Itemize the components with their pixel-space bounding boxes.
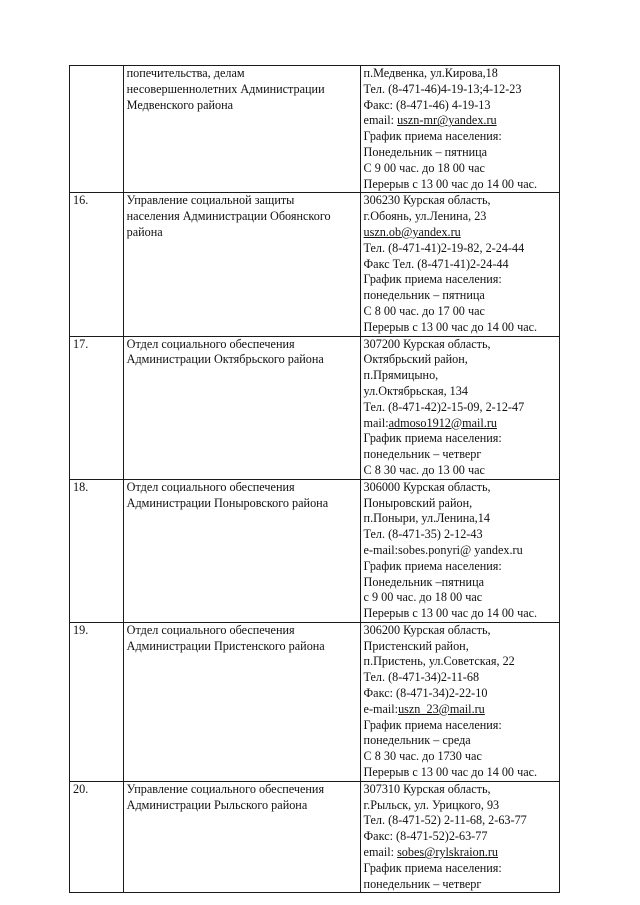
- organization-name-line: Администрации Октябрьского района: [126, 352, 324, 367]
- email-link[interactable]: uszn.ob@yandex.ru: [363, 224, 461, 239]
- contact-info-line: Тел. (8-471-52) 2-11-68, 2-63-77: [363, 813, 527, 828]
- email-prefix: email:: [363, 113, 398, 128]
- row-number: 20.: [73, 781, 89, 796]
- email-prefix: email:: [363, 845, 398, 860]
- contact-info-cell: [360, 622, 559, 781]
- contact-info-line: Тел. (8-471-41)2-19-82, 2-24-44: [363, 240, 525, 255]
- contact-info-line: Пристенский район,: [363, 638, 469, 653]
- contact-info-line: понедельник – пятница: [363, 288, 485, 303]
- email-link[interactable]: sobes@rylskraion.ru: [397, 845, 498, 860]
- organization-name-line: Управление социальной защиты: [126, 193, 295, 208]
- contact-info-line: понедельник – четверг: [363, 876, 482, 891]
- row-number: 17.: [73, 336, 89, 351]
- row-number-cell: [70, 336, 124, 479]
- contact-info-cell: [360, 781, 559, 893]
- organization-name-line: Администрации Поныровского района: [126, 495, 329, 510]
- contact-info-line: Перерыв с 13 00 час до 14 00 час.: [363, 606, 538, 621]
- organization-name-cell: [123, 479, 360, 622]
- contact-info-line: п.Поныри, ул.Ленина,14: [363, 511, 490, 526]
- organization-name-line: населения Администрации Обоянского: [126, 209, 331, 224]
- row-number-cell: [70, 193, 124, 336]
- row-number-cell: [70, 479, 124, 622]
- contact-info-line: Тел. (8-471-42)2-15-09, 2-12-47: [363, 399, 525, 414]
- contact-info-line: 307310 Курская область,: [363, 781, 491, 796]
- email-link[interactable]: uszn-mr@yandex.ru: [397, 113, 497, 128]
- contact-info-cell: [360, 193, 559, 336]
- table-row: [70, 479, 560, 622]
- contact-info-line: Поныровский район,: [363, 495, 473, 510]
- email-link[interactable]: admoso1912@mail.ru: [388, 415, 497, 430]
- contact-info-line: г.Обоянь, ул.Ленина, 23: [363, 209, 487, 224]
- contact-info-line: п.Пристень, ул.Советская, 22: [363, 654, 515, 669]
- contact-info-line: 306000 Курская область,: [363, 479, 491, 494]
- email-prefix: mail:: [363, 415, 389, 430]
- organization-name-line: Отдел социального обеспечения: [126, 336, 295, 351]
- organization-name-line: Администрации Пристенского района: [126, 638, 325, 653]
- email-prefix: e-mail:: [363, 701, 399, 716]
- row-number: 19.: [73, 622, 89, 637]
- row-number: 18.: [73, 479, 89, 494]
- contact-info-line: Перерыв с 13 00 час до 14 00 час.: [363, 765, 538, 780]
- email-line: [364, 113, 556, 129]
- contact-info-line: График приема населения:: [363, 129, 502, 144]
- row-number-cell: [70, 622, 124, 781]
- contact-info-line: Октябрьский район,: [363, 352, 468, 367]
- contact-info-line: понедельник – четверг: [363, 447, 482, 462]
- contact-info-line: г.Рыльск, ул. Урицкого, 93: [363, 797, 500, 812]
- email-line: [364, 416, 556, 432]
- contact-info-line: с 9 00 час. до 18 00 час: [363, 590, 483, 605]
- contact-info-line: понедельник – среда: [363, 733, 471, 748]
- email-line: [364, 845, 556, 861]
- organization-name-line: района: [126, 224, 163, 239]
- organization-name-cell: [123, 66, 360, 193]
- contact-info-cell: [360, 479, 559, 622]
- email-link[interactable]: uszn_23@mail.ru: [398, 701, 485, 716]
- contact-info-line: Тел. (8-471-35) 2-12-43: [363, 527, 483, 542]
- contact-info-cell: [360, 66, 559, 193]
- table-row: [70, 193, 560, 336]
- contact-info-line: Тел. (8-471-46)4-19-13;4-12-23: [363, 81, 522, 96]
- organization-name-line: попечительства, делам: [126, 66, 245, 80]
- contact-info-line: С 8 30 час. до 13 00 час: [363, 462, 485, 477]
- organization-name-cell: [123, 193, 360, 336]
- table-body: [70, 66, 560, 893]
- contact-info-line: ул.Октябрьская, 134: [363, 383, 468, 398]
- contact-info-line: График приема населения:: [363, 717, 502, 732]
- social-services-table: [69, 65, 560, 893]
- organization-name-line: Отдел социального обеспечения: [126, 479, 295, 494]
- contact-info-line: Перерыв с 13 00 час до 14 00 час.: [363, 176, 538, 191]
- contact-info-line: п.Медвенка, ул.Кирова,18: [363, 66, 498, 80]
- table-row: [70, 336, 560, 479]
- email-line: [364, 702, 556, 718]
- contact-info-line: График приема населения:: [363, 860, 502, 875]
- contact-info-line: 306230 Курская область,: [363, 193, 491, 208]
- table-row: [70, 622, 560, 781]
- row-number: 16.: [73, 193, 89, 208]
- contact-info-line: Тел. (8-471-34)2-11-68: [363, 670, 480, 685]
- organization-name-cell: [123, 781, 360, 893]
- contact-info-line: График приема населения:: [363, 272, 502, 287]
- contact-info-line: Понедельник – пятница: [363, 144, 488, 159]
- organization-name-cell: [123, 622, 360, 781]
- organization-name-line: Отдел социального обеспечения: [126, 622, 295, 637]
- contact-info-line: Факс: (8-471-46) 4-19-13: [363, 97, 491, 112]
- contact-info-line: Факс: (8-471-34)2-22-10: [363, 686, 488, 701]
- contact-info-line: График приема населения:: [363, 558, 502, 573]
- contact-info-line: С 8 00 час. до 17 00 час: [363, 303, 485, 318]
- contact-info-line: С 8 30 час. до 1730 час: [363, 749, 482, 764]
- contact-info-line: п.Прямицыно,: [363, 368, 439, 383]
- organization-name-line: несовершеннолетних Администрации: [126, 81, 325, 96]
- contact-info-line: Понедельник –пятница: [363, 574, 484, 589]
- contact-info-line: Факс Тел. (8-471-41)2-24-44: [363, 256, 509, 271]
- row-number-cell: [70, 781, 124, 893]
- contact-info-line: График приема населения:: [363, 431, 502, 446]
- row-number-cell: [70, 66, 124, 193]
- contact-info-line: 306200 Курская область,: [363, 622, 491, 637]
- contact-info-line: Факс: (8-471-52)2-63-77: [363, 829, 488, 844]
- organization-name-cell: [123, 336, 360, 479]
- contact-info-line: e-mail:sobes.ponyri@ yandex.ru: [363, 542, 523, 557]
- contact-info-line: С 9 00 час. до 18 00 час: [363, 160, 485, 175]
- table-row: [70, 66, 560, 193]
- contact-info-line: 307200 Курская область,: [363, 336, 491, 351]
- table-row: [70, 781, 560, 893]
- contact-info-cell: [360, 336, 559, 479]
- contact-info-line: Перерыв с 13 00 час до 14 00 час.: [363, 319, 538, 334]
- organization-name-line: Управление социального обеспечения: [126, 781, 325, 796]
- organization-name-line: Медвенского района: [126, 97, 234, 112]
- organization-name-line: Администрации Рыльского района: [126, 797, 308, 812]
- email-line: [364, 225, 556, 241]
